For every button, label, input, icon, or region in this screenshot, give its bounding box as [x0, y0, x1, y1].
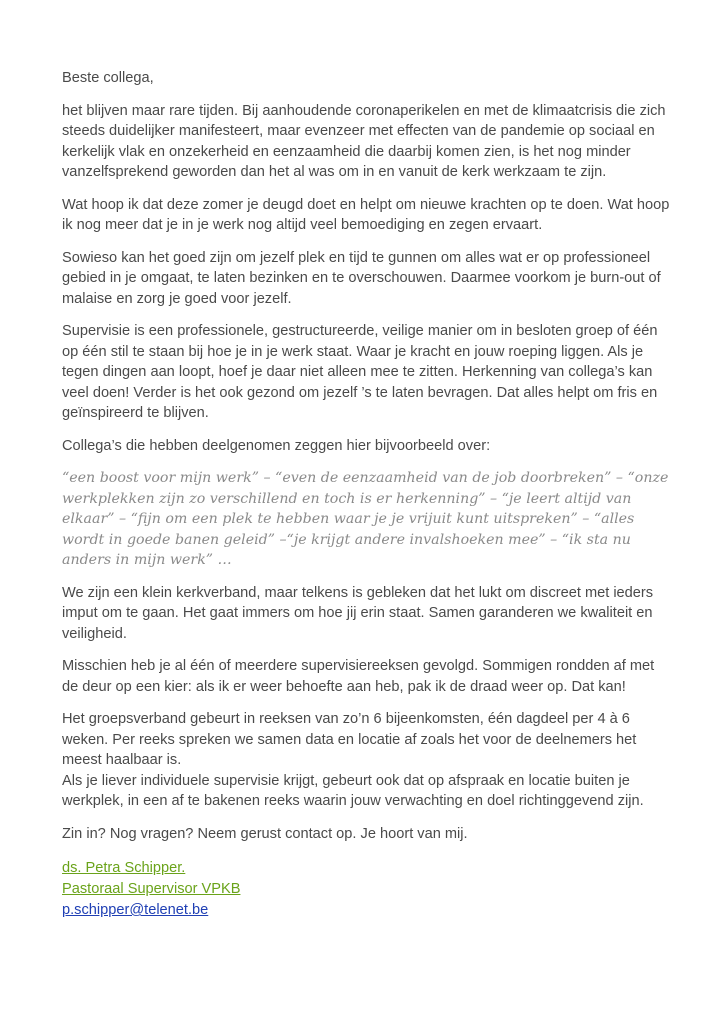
paragraph-self-care: Sowieso kan het goed zijn om jezelf plek en tijd te gunnen om alles wat er op professioneel gebied in je omgaat, te laten bezinken en te overschouwen. Daarmee voorkom je burn-out of malaise en zorg je goed voor jezelf.	[62, 249, 661, 307]
individual-supervision-text: Als je liever individuele supervisie krijgt, gebeurt ook dat op afspraak en locatie buiten je werkplek, in een af te bakenen reeks waarin jouw verwachting en doel richtinggevend zijn.	[62, 772, 644, 809]
signature-name: ds. Petra Schipper.	[62, 860, 186, 876]
paragraph-supervision: Supervisie is een professionele, gestructureerde, veilige manier om in besloten groep of één op één stil te staan bij hoe je in je werk staat. Waar je kracht en jouw roeping liggen. Als je tegen dingen aan loopt, hoef je daar niet alleen mee te zitten. Herkenning van collega’s kan veel doen! Verder is het ook gezond om jezelf ’s te laten bevragen. Dat alles helpt om fris en geïnspireerd te blijven.	[62, 323, 658, 421]
paragraph-summer-hope: Wat hoop ik dat deze zomer je deugd doet en helpt om nieuwe krachten op te doen. Wat hoop ik nog meer dat je in je werk nog altijd veel bemoediging en zegen ervaart.	[62, 196, 670, 233]
testimonial-quotes: “een boost voor mijn werk” – “even de eenzaamheid van de job doorbreken” – “onze werkplekken zijn zo verschillend en toch is er herkenning” – “je leert altijd van elkaar” – “fijn om een plek te hebben waar je je vrijuit kunt uitspreken” – “alles wordt in goede banen geleid” –“je krijgt andere invalshoeken mee” – “ik sta nu anders in mijn werk” …	[62, 470, 669, 568]
paragraph-previous-series: Misschien heb je al één of meerdere supervisiereeksen gevolgd. Sommigen rondden af met de deur op een kier: als ik er weer behoefte aan heb, pak ik de draad weer op. Dat kan!	[62, 658, 655, 695]
signature-block	[62, 858, 674, 921]
salutation: Beste collega,	[62, 70, 154, 86]
paragraph-colleagues-intro: Collega’s die hebben deelgenomen zeggen hier bijvoorbeeld over:	[62, 437, 491, 454]
signature-title: Pastoraal Supervisor VPKB	[62, 881, 241, 897]
email-link[interactable]: p.schipper@telenet.be	[62, 902, 209, 918]
paragraph-church-federation: We zijn een klein kerkverband, maar telkens is gebleken dat het lukt om discreet met ieders imput om te gaan. Het gaat immers om hoe jij erin staat. Samen garanderen we kwaliteit en veiligheid.	[62, 584, 654, 642]
group-series-text: Het groepsverband gebeurt in reeksen van zo’n 6 bijeenkomsten, één dagdeel per 4 à 6 weken. Per reeks spreken we samen data en locatie af zoals het voor de deelnemers het meest haalbaar is.	[62, 711, 637, 768]
paragraph-times: het blijven maar rare tijden. Bij aanhoudende coronaperikelen en met de klimaatcrisis die zich steeds duidelijker manifesteert, maar evenzeer met effecten van de pandemie op sociaal en kerkelijk vlak en onzekerheid en eenzaamheid die daarbij komen zien, is het nog minder vanzelfsprekend geworden dan het al was om in en vanuit de kerk werkzaam te zijn.	[62, 102, 666, 180]
paragraph-group-format	[62, 709, 674, 812]
closing-line: Zin in? Nog vragen? Neem gerust contact op. Je hoort van mij.	[62, 825, 468, 842]
